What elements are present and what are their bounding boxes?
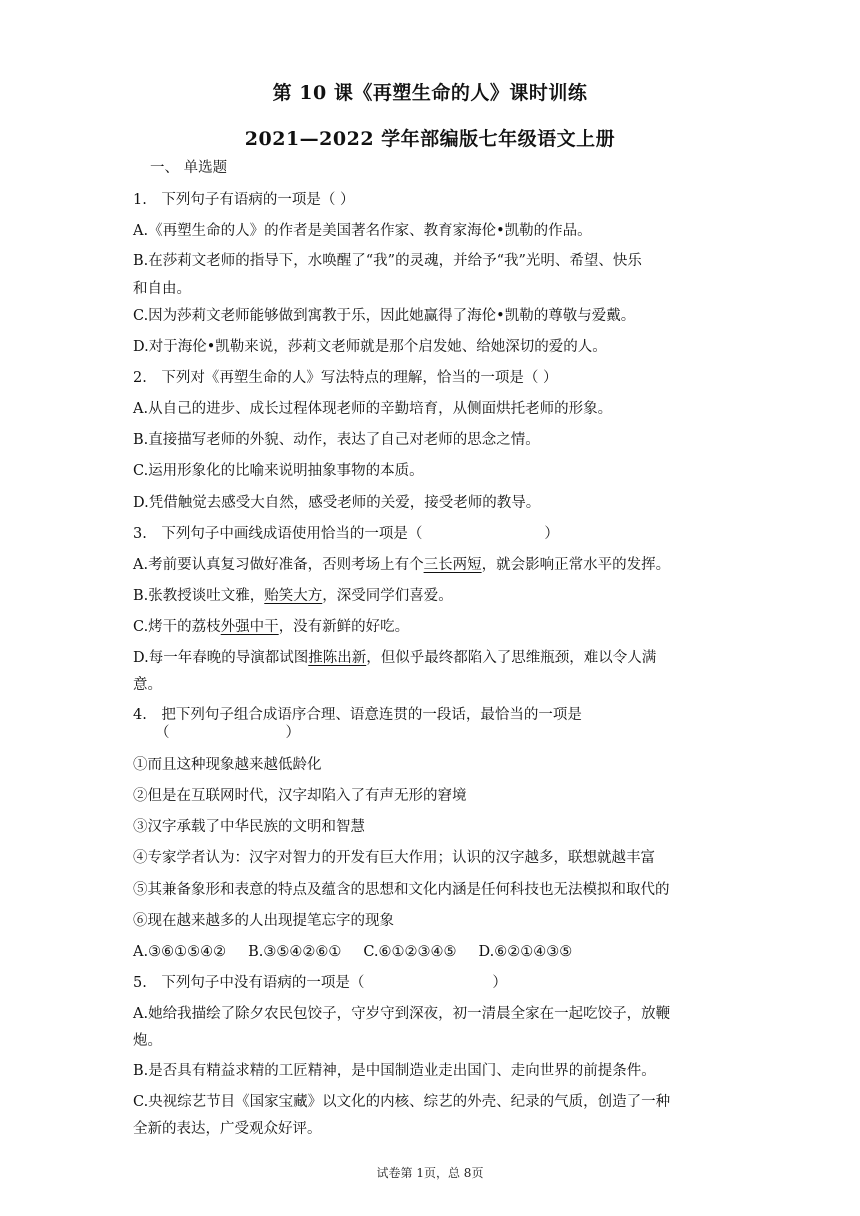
question-2-option-b: B.直接描写老师的外貌、动作，表达了自己对老师的思念之情。 — [133, 432, 540, 448]
question-5-stem-text: 5. 下列句子中没有语病的一项是（ — [133, 975, 365, 991]
question-2-option-a: A.从自己的进步、成长过程体现老师的辛勤培育，从侧面烘托老师的形象。 — [133, 401, 613, 417]
question-3-stem-text: 3. 下列句子中画线成语使用恰当的一项是（ — [133, 526, 423, 542]
question-3-option-d: D.每一年春晚的导演都试图推陈出新，但似乎最终都陷入了思维瓶颈，难以令人满 — [133, 650, 657, 666]
title-line-2: 2021—2022 学年部编版七年级语文上册 — [244, 128, 616, 150]
question-2-stem: 2. 下列对《再塑生命的人》写法特点的理解，恰当的一项是（ ） — [133, 370, 558, 386]
underlined-idiom: 贻笑大方 — [264, 588, 323, 604]
question-5-option-c-cont: 全新的表达，广受观众好评。 — [133, 1121, 322, 1137]
question-4-sentence-6: ⑥现在越来越多的人出现提笔忘字的现象 — [133, 913, 394, 929]
question-4-choices — [133, 942, 733, 962]
question-3-option-d-cont: 意。 — [133, 677, 162, 693]
title-line-1: 第 10 课《再塑生命的人》课时训练 — [272, 82, 588, 104]
question-3-stem-close: ） — [544, 526, 559, 542]
question-5-stem — [133, 973, 733, 993]
question-4-answer-blank: （ ） — [155, 725, 300, 741]
question-5-option-a-cont: 炮。 — [133, 1033, 162, 1049]
question-5-stem-close: ） — [492, 975, 507, 991]
question-4-sentence-5: ⑤其兼备象形和表意的特点及蕴含的思想和文化内涵是任何科技也无法模拟和取代的 — [133, 882, 670, 898]
section-heading: 一、 单选题 — [150, 160, 228, 176]
question-4-sentence-2: ②但是在互联网时代，汉字却陷入了有声无形的窘境 — [133, 788, 467, 804]
question-1-option-a: A.《再塑生命的人》的作者是美国著名作家、教育家海伦•凯勒的作品。 — [133, 223, 592, 239]
question-4-choice-a: A.③⑥①⑤④② — [133, 944, 227, 960]
question-5-option-b: B.是否具有精益求精的工匠精神，是中国制造业走出国门、走向世界的前提条件。 — [133, 1063, 656, 1079]
question-1-option-c: C.因为莎莉文老师能够做到寓教于乐，因此她赢得了海伦•凯勒的尊敬与爱戴。 — [133, 308, 636, 324]
question-4-stem: 4. 把下列句子组合成语序合理、语意连贯的一段话，最恰当的一项是 — [133, 707, 582, 723]
question-4-sentence-3: ③汉字承载了中华民族的文明和智慧 — [133, 819, 365, 835]
underlined-idiom: 推陈出新 — [308, 650, 367, 666]
question-4-choice-b: B.③⑤④②⑥① — [248, 944, 342, 960]
question-1-option-d: D.对于海伦•凯勒来说，莎莉文老师就是那个启发她、给她深切的爱的人。 — [133, 339, 607, 355]
question-4-choice-c: C.⑥①②③④⑤ — [363, 944, 457, 960]
question-1-option-b-cont: 和自由。 — [133, 281, 191, 297]
question-4-sentence-1: ①而且这种现象越来越低龄化 — [133, 757, 322, 773]
question-4-choice-d: D.⑥②①④③⑤ — [478, 944, 573, 960]
question-1-option-b: B.在莎莉文老师的指导下，水唤醒了“我”的灵魂，并给予“我”光明、希望、快乐 — [133, 253, 642, 269]
question-3-option-c: C.烤干的荔枝外强中干，没有新鲜的好吃。 — [133, 619, 410, 635]
question-2-option-d: D.凭借触觉去感受大自然，感受老师的关爱，接受老师的教导。 — [133, 495, 541, 511]
page-footer: 试卷第 1页，总 8页 — [376, 1166, 484, 1180]
question-5-option-a: A.她给我描绘了除夕农民包饺子，守岁守到深夜，初一清晨全家在一起吃饺子，放鞭 — [133, 1006, 671, 1022]
question-1-stem: 1. 下列句子有语病的一项是（ ） — [133, 192, 355, 208]
question-2-option-c: C.运用形象化的比喻来说明抽象事物的本质。 — [133, 463, 424, 479]
underlined-idiom: 三长两短 — [423, 557, 482, 573]
question-4-sentence-4: ④专家学者认为：汉字对智力的开发有巨大作用；认识的汉字越多，联想就越丰富 — [133, 850, 655, 866]
question-3-option-a: A.考前要认真复习做好准备，否则考场上有个三长两短，就会影响正常水平的发挥。 — [133, 557, 671, 573]
underlined-idiom: 外强中干 — [220, 619, 279, 635]
question-3-option-b: B.张教授谈吐文雅，贻笑大方，深受同学们喜爱。 — [133, 588, 453, 604]
question-5-option-c: C.央视综艺节目《国家宝藏》以文化的内核、综艺的外壳、纪录的气质，创造了一种 — [133, 1094, 671, 1110]
question-3-stem — [133, 524, 733, 544]
